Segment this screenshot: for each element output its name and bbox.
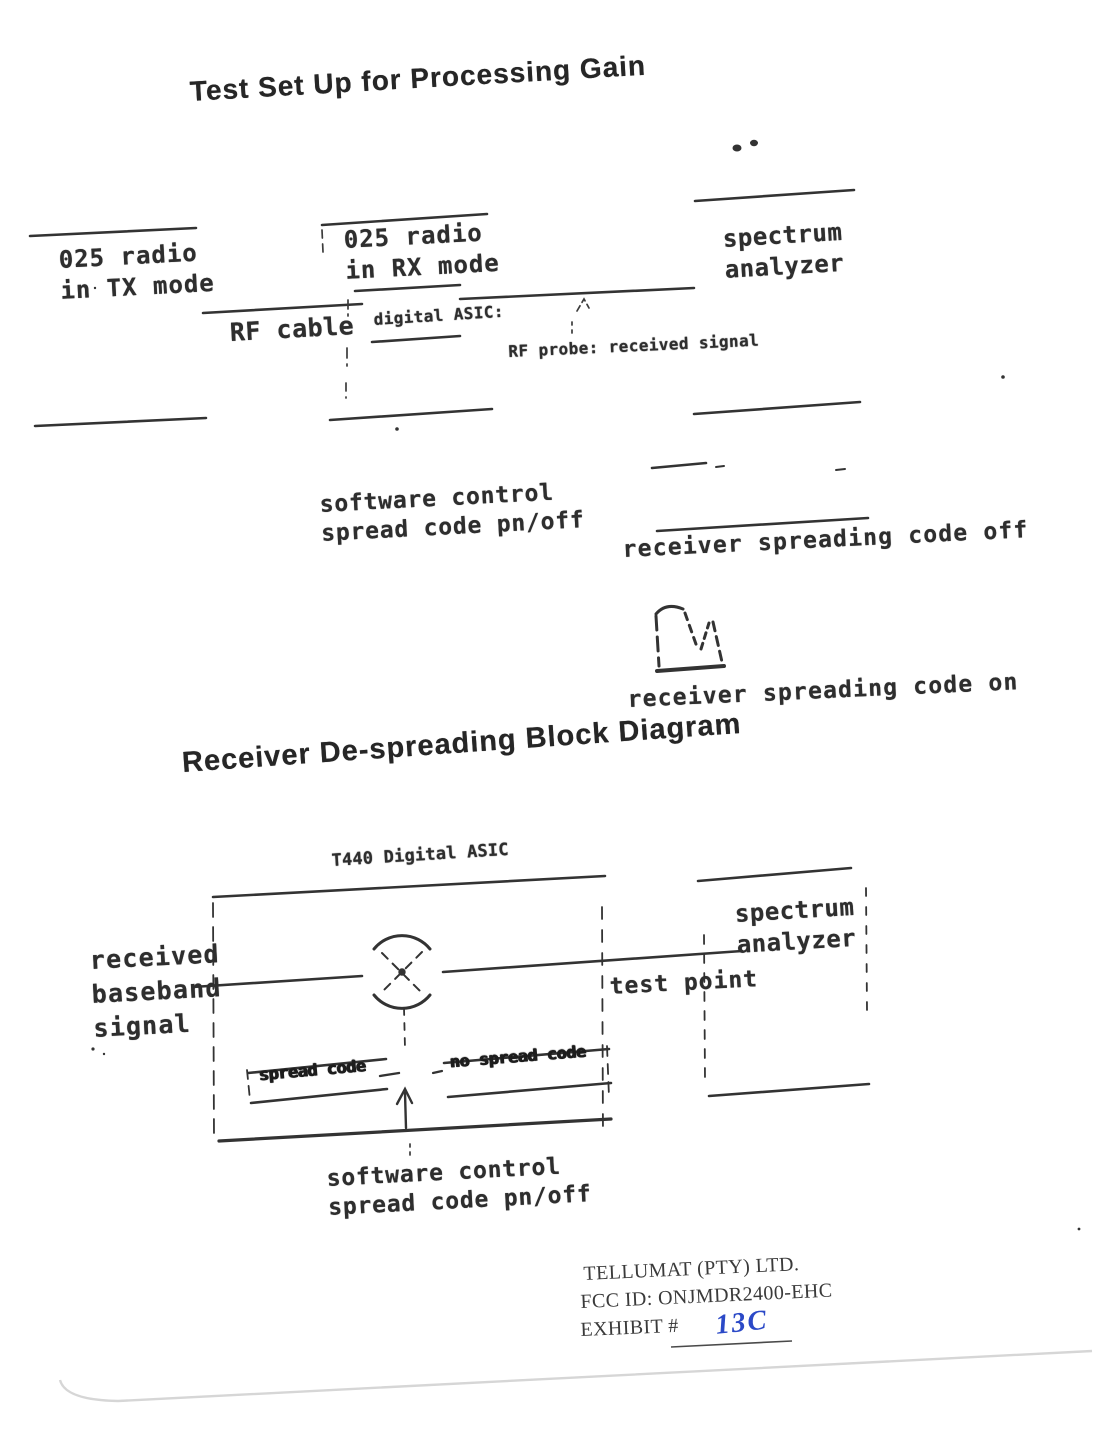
spectrum-sketch [656, 606, 724, 671]
code-on-label: receiver spreading code on [627, 669, 1020, 713]
footer-fcc-id: FCC ID: ONJMDR2400-EHC [580, 1279, 833, 1313]
rx-box-label: 025 radio in RX mode [343, 218, 501, 285]
code-off-label: receiver spreading code off [622, 517, 1030, 563]
no-spread-code-label: no spread code [449, 1042, 587, 1072]
digital-asic-label: digital ASIC: [373, 301, 505, 329]
diagram2-title: Receiver De-spreading Block Diagram [181, 707, 743, 779]
scan-marks [322, 230, 589, 1158]
up-arrow [397, 1089, 412, 1128]
received-baseband-label: received baseband signal [89, 939, 223, 1043]
mixer-down-dash [404, 1008, 405, 1048]
spread-code-label: spread code [258, 1056, 367, 1085]
t440-asic-label: T440 Digital ASIC [331, 839, 510, 871]
exhibit-number-handwritten: 13C [714, 1304, 770, 1341]
software-control-label: software control spread code pn/off [319, 479, 586, 548]
software-control2-label: software control spread code pn/off [326, 1153, 593, 1222]
spectrum-analyzer-label: spectrum analyzer [722, 217, 845, 284]
footer-company: TELLUMAT (PTY) LTD. [583, 1253, 800, 1285]
rf-cable-label: RF cable [229, 311, 355, 347]
test-point-label: test point [609, 966, 759, 1000]
tx-box-label: 025 radio in TX mode [58, 238, 216, 305]
rf-probe-label: RF probe: received signal [508, 330, 760, 361]
spectrum-analyzer2-label: spectrum analyzer [734, 892, 857, 959]
footer-exhibit-label: EXHIBIT # [580, 1314, 680, 1341]
sticker-edge [60, 1351, 1092, 1401]
diagram1-title: Test Set Up for Processing Gain [189, 49, 647, 107]
mid-lines [652, 463, 868, 531]
exhibit-underline [671, 1341, 792, 1347]
mixer-symbol [374, 936, 430, 1009]
